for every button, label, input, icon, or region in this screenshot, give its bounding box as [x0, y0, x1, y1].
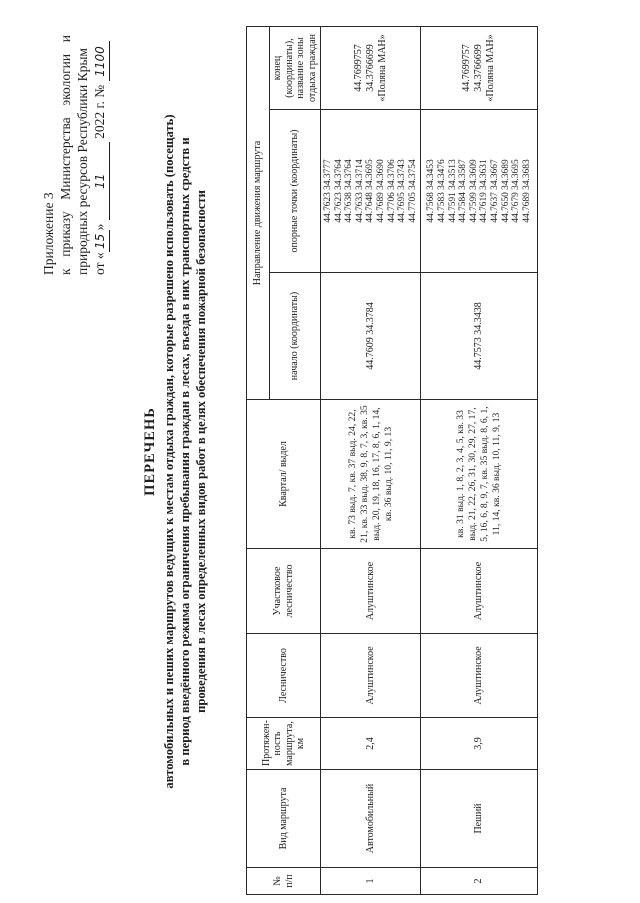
- end-lat: 44.7699757: [461, 44, 473, 92]
- point-coord: 44.7689 34.3683: [521, 159, 532, 223]
- point-coord: 44.7619 34.3631: [479, 159, 490, 223]
- order-reference-line: [57, 35, 74, 275]
- point-coord: 44.7623 34.3764: [333, 159, 344, 223]
- date-year: 2022 г. №: [92, 84, 107, 139]
- point-coord: 44.7637 34.3667: [489, 159, 500, 223]
- row-district: Алуштинское: [321, 549, 421, 634]
- row-points: [321, 110, 421, 273]
- header-start: начало (координаты): [270, 273, 321, 400]
- order-word: экологии: [58, 53, 73, 106]
- header-end: конец (координаты), название зоны отдыха граждан: [270, 27, 321, 110]
- point-coord: 44.7689 34.3690: [375, 159, 386, 223]
- subtitle-line: проведения в лесах определенных видов работ в целях обеспечения пожарной безопасности: [193, 190, 208, 713]
- end-zone-name: «Поляна МАН»: [376, 34, 388, 102]
- point-coord: 44.7633 34.3714: [354, 159, 365, 223]
- row-end: [321, 27, 421, 110]
- subtitle-line: автомобильных и пеших маршрутов ведущих к местам отдыха граждан, которые разрешено использовать (посещать): [162, 114, 176, 789]
- row-length: 2,4: [321, 718, 421, 770]
- document-title: ПЕРЕЧЕНЬ: [142, 407, 158, 496]
- point-coord: 44.7638 34.3764: [344, 159, 355, 223]
- row-start: 44.7609 34.3784: [321, 273, 421, 400]
- point-coord: 44.7584 34.3587: [458, 159, 469, 223]
- routes-table: [246, 26, 538, 895]
- order-word: Министерства: [58, 117, 73, 200]
- handwritten-order-number: 1100: [92, 41, 110, 81]
- end-lon: 34.3766699: [364, 44, 376, 92]
- order-word: к: [58, 268, 73, 275]
- point-coord: 44.7650 34.3689: [500, 159, 511, 223]
- point-coord: 44.7679 34.3695: [511, 159, 522, 223]
- header-quarter: Квартал/ выдел: [247, 400, 321, 549]
- header-type: Вид маршрута: [247, 770, 321, 868]
- point-coord: 44.7706 34.3706: [386, 159, 397, 223]
- row-start: 44.7573 34.3438: [421, 273, 538, 400]
- table-header-row: [247, 27, 270, 895]
- row-num: 1: [321, 868, 421, 895]
- row-num: 2: [421, 868, 538, 895]
- header-direction: Направление движения маршрута: [247, 27, 270, 400]
- point-coord: 44.7623 34.3777: [323, 159, 333, 223]
- handwritten-month: 11: [92, 142, 110, 220]
- date-quote: »: [92, 223, 107, 231]
- point-coord: 44.7583 34.3476: [436, 159, 447, 223]
- row-quarter: кв. 73 выд. 7, кв. 37 выд. 24, 22, 21, кв. 33 выд. 38, 9, 8, 7, 3, кв. 35 выд. 20, 19, 18, 16, 17, 8, 6, 1, 14, кв. 36 выд. 10, 11, 9, 13: [321, 400, 421, 549]
- row-length: 3,9: [421, 718, 538, 770]
- order-word: приказу: [58, 211, 73, 257]
- row-end: [421, 27, 538, 110]
- handwritten-day: 15: [92, 230, 110, 252]
- row-type: Пеший: [421, 770, 538, 868]
- subtitle-line: в период введённого режима ограничения пребывания граждан в лесах, въезда в них транспортных средств и: [177, 137, 192, 766]
- row-points: [421, 110, 538, 273]
- header-num: № п/п: [247, 868, 321, 895]
- row-quarter: кв. 31 выд. 1, 8, 2, 3, 4, 5, кв. 33 выд. 21, 22, 26, 31, 30, 29, 27, 17, 5, 16, 6, 8, 9, 7, кв. 35 выд. 8, 6, 1, 11, 14, кв. 36 выд. 10, 11, 9, 13: [421, 400, 538, 549]
- point-coord: 44.7591 34.3513: [447, 159, 458, 223]
- order-date-line: [91, 35, 110, 275]
- row-district: Алуштинское: [421, 549, 538, 634]
- row-forestry: Алуштинское: [321, 634, 421, 718]
- end-lon: 34.3766699: [473, 44, 485, 92]
- date-prefix: от «: [92, 252, 107, 275]
- point-coord: 44.7568 34.3453: [426, 159, 437, 223]
- ministry-line: природных ресурсов Республики Крым: [75, 48, 90, 275]
- point-coord: 44.7648 34.3695: [365, 159, 376, 223]
- header-length: Протяжен-ность маршрута, км: [247, 718, 321, 770]
- row-forestry: Алуштинское: [421, 634, 538, 718]
- end-zone-name: «Поляна МАН»: [485, 34, 497, 102]
- order-word: и: [58, 35, 73, 43]
- point-coord: 44.7695 34.3743: [397, 159, 408, 223]
- appendix-header: [40, 35, 110, 275]
- header-points: опорные точки (координаты): [270, 110, 321, 273]
- header-district: Участковое лесничество: [247, 549, 321, 634]
- document-subtitle: [162, 40, 209, 863]
- table-row: [421, 27, 538, 895]
- header-forestry: Лесничество: [247, 634, 321, 718]
- table-row: [321, 27, 421, 895]
- end-lat: 44.7699757: [352, 44, 364, 92]
- appendix-label: Приложение 3: [41, 192, 56, 275]
- point-coord: 44.7705 34.3754: [407, 159, 418, 223]
- row-type: Автомобильный: [321, 770, 421, 868]
- point-coord: 44.7599 34.3609: [468, 159, 479, 223]
